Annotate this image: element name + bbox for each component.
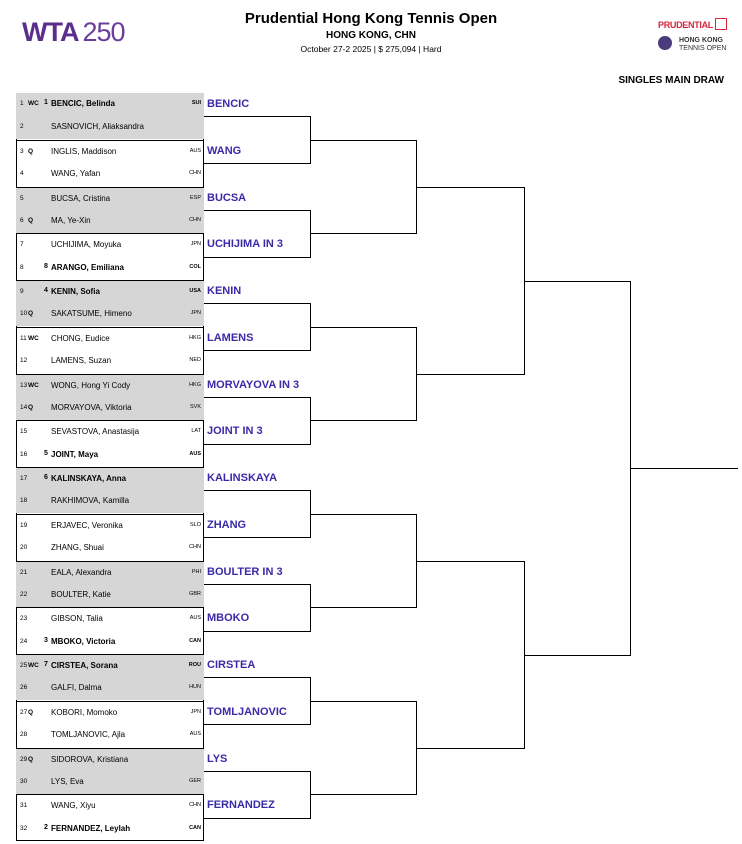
- player-seed: 4: [44, 287, 48, 294]
- r1-line: [204, 397, 310, 398]
- player-draw-number: 4: [20, 170, 24, 178]
- player-name: MORVAYOVA, Viktoria: [51, 402, 132, 412]
- r1-line: [204, 677, 310, 678]
- player-draw-number: 29: [20, 755, 28, 763]
- player-country: CAN: [189, 637, 201, 644]
- player-entry-status: WC: [28, 662, 39, 669]
- player-name: CHONG, Eudice: [51, 333, 110, 343]
- player-draw-number: 24: [20, 637, 28, 645]
- player-row: [16, 444, 204, 467]
- player-name: LAMENS, Suzan: [51, 356, 112, 366]
- player-draw-number: 8: [20, 263, 24, 271]
- player-name: GIBSON, Talia: [51, 614, 103, 624]
- r1-line: [204, 490, 310, 491]
- player-country: SUI: [191, 100, 201, 106]
- player-row: [16, 631, 204, 654]
- player-draw-number: 7: [20, 241, 24, 249]
- r1-line: [204, 584, 310, 585]
- player-draw-number: 13: [20, 381, 28, 389]
- sponsor-mark-icon: [715, 18, 727, 30]
- r1-line: [204, 163, 310, 164]
- player-seed: 2: [44, 823, 48, 831]
- player-name: WANG, Xiyu: [51, 801, 96, 811]
- sponsor-logo: [658, 18, 727, 30]
- player-row: [16, 93, 204, 116]
- player-seed: 1: [44, 99, 48, 106]
- player-row: [16, 257, 204, 280]
- player-country: JPN: [190, 310, 201, 317]
- player-row: [16, 116, 204, 139]
- player-country: PHI: [191, 568, 201, 575]
- player-country: AUS: [189, 615, 201, 622]
- player-row: [16, 303, 204, 326]
- player-country: AUS: [189, 731, 201, 738]
- player-country: AUS: [189, 450, 201, 457]
- player-row: [16, 187, 204, 210]
- tournament-meta: October 27-2 2025 | $ 275,094 | Hard: [300, 44, 442, 54]
- r1-line: [204, 257, 310, 258]
- player-country: CAN: [189, 824, 201, 831]
- player-country: CHN: [189, 544, 201, 551]
- player-name: ARANGO, Emiliana: [51, 262, 124, 272]
- player-country: CHN: [189, 170, 201, 177]
- player-entry-status: Q: [28, 403, 34, 411]
- r1-line: [204, 444, 310, 445]
- bracket-line: [524, 655, 630, 656]
- player-name: TOMLJANOVIC, Ajla: [51, 730, 126, 740]
- r1-line: [204, 818, 310, 819]
- player-row: [16, 654, 204, 677]
- tennis-ball-icon: [658, 36, 672, 50]
- player-country: SVK: [189, 403, 201, 410]
- player-row: [16, 537, 204, 560]
- player-name: KOBORI, Momoko: [51, 707, 118, 717]
- player-draw-number: 25: [20, 662, 28, 669]
- player-name: JOINT, Maya: [51, 449, 99, 459]
- player-name: UCHIJIMA, Moyuka: [51, 240, 122, 250]
- round1-winner: UCHIJIMA IN 3: [207, 238, 283, 251]
- player-entry-status: Q: [28, 216, 34, 224]
- player-draw-number: 1: [20, 100, 24, 107]
- player-draw-number: 19: [20, 521, 28, 529]
- round1-winner: LAMENS: [207, 331, 254, 344]
- player-draw-number: 30: [20, 777, 28, 785]
- player-row: [16, 724, 204, 747]
- player-country: USA: [189, 288, 201, 294]
- tournament-title: Prudential Hong Kong Tennis Open: [244, 10, 498, 27]
- player-row: [16, 794, 204, 817]
- player-name: RAKHIMOVA, Kamilla: [51, 496, 130, 506]
- player-row: [16, 818, 204, 841]
- player-entry-status: Q: [28, 310, 34, 318]
- player-row: [16, 350, 204, 373]
- player-row: [16, 397, 204, 420]
- player-draw-number: 10: [20, 310, 28, 318]
- player-draw-number: 17: [20, 475, 28, 482]
- player-draw-number: 28: [20, 731, 28, 739]
- bracket-line: [310, 607, 416, 608]
- player-name: SAKATSUME, Himeno: [51, 309, 132, 319]
- player-entry-status: WC: [28, 381, 39, 389]
- player-draw-number: 14: [20, 403, 28, 411]
- player-draw-number: 9: [20, 288, 24, 295]
- player-row: [16, 748, 204, 771]
- round1-winner: KALINSKAYA: [207, 472, 278, 484]
- player-country: COL: [189, 263, 201, 270]
- player-name: FERNANDEZ, Leylah: [51, 823, 131, 833]
- player-country: AUS: [189, 147, 201, 154]
- round1-winner: BENCIC: [207, 98, 250, 110]
- player-draw-number: 15: [20, 428, 28, 436]
- player-draw-number: 31: [20, 802, 28, 810]
- player-row: [16, 584, 204, 607]
- player-name: WONG, Hong Yi Cody: [51, 380, 131, 390]
- player-draw-number: 26: [20, 684, 28, 692]
- player-name: EALA, Alexandra: [51, 567, 112, 577]
- bracket-line: [310, 794, 416, 795]
- r1-line: [204, 771, 310, 772]
- r1-line: [204, 303, 310, 304]
- player-name: BENCIC, Belinda: [51, 99, 116, 108]
- player-draw-number: 32: [20, 824, 28, 832]
- r1-line: [204, 537, 310, 538]
- player-name: GALFI, Dalma: [51, 683, 102, 693]
- player-draw-number: 16: [20, 450, 28, 458]
- player-draw-number: 2: [20, 123, 24, 131]
- player-country: GER: [189, 777, 201, 784]
- tournament-logo-line1: HONG KONG: [679, 37, 723, 44]
- player-country: GBR: [189, 590, 201, 597]
- player-entry-status: Q: [28, 755, 34, 763]
- round1-winner: TOMLJANOVIC: [207, 705, 287, 718]
- bracket-line: [524, 281, 630, 282]
- player-row: [16, 163, 204, 186]
- round1-winner: WANG: [207, 144, 242, 157]
- sponsor-logo-text: PRUDENTIAL: [658, 20, 713, 30]
- player-row: [16, 420, 204, 443]
- player-row: [16, 210, 204, 233]
- player-row: [16, 490, 204, 513]
- round1-winner: MORVAYOVA IN 3: [207, 378, 300, 391]
- player-row: [16, 701, 204, 724]
- bracket-line: [630, 468, 738, 469]
- player-country: LAT: [191, 428, 201, 435]
- draw-label: SINGLES MAIN DRAW: [618, 75, 724, 86]
- player-country: JPN: [190, 708, 201, 715]
- player-entry-status: WC: [28, 100, 39, 107]
- player-country: HKG: [189, 334, 201, 341]
- player-name: INGLIS, Maddison: [51, 146, 117, 156]
- bracket-line: [310, 420, 416, 421]
- player-draw-number: 23: [20, 615, 28, 623]
- bracket-line: [310, 514, 416, 515]
- player-row: [16, 327, 204, 350]
- player-row: [16, 140, 204, 163]
- wta-logo-level: 250: [82, 17, 125, 47]
- player-row: [16, 233, 204, 256]
- player-draw-number: 6: [20, 216, 24, 224]
- player-name: KENIN, Sofia: [51, 287, 100, 296]
- round1-winner: BOULTER IN 3: [207, 565, 283, 578]
- player-name: WANG, Yafan: [51, 169, 101, 179]
- player-country: HUN: [189, 684, 201, 691]
- player-draw-number: 22: [20, 590, 28, 598]
- player-country: JPN: [190, 241, 201, 248]
- r1-line: [204, 210, 310, 211]
- player-country: CHN: [189, 802, 201, 809]
- player-entry-status: Q: [28, 147, 34, 155]
- player-seed: 3: [44, 636, 48, 644]
- player-name: ZHANG, Shuai: [51, 543, 104, 553]
- player-name: BUCSA, Cristina: [51, 193, 111, 203]
- player-draw-number: 12: [20, 357, 28, 365]
- player-row: [16, 607, 204, 630]
- player-name: CIRSTEA, Sorana: [51, 661, 118, 670]
- r1-line: [204, 116, 310, 117]
- player-entry-status: WC: [28, 334, 39, 342]
- player-name: SEVASTOVA, Anastasija: [51, 427, 140, 437]
- player-row: [16, 514, 204, 537]
- round1-winner: LYS: [207, 752, 228, 765]
- player-row: [16, 374, 204, 397]
- bracket-line: [310, 233, 416, 234]
- player-name: MBOKO, Victoria: [51, 636, 116, 646]
- player-name: KALINSKAYA, Anna: [51, 474, 127, 483]
- tournament-logo-line2: TENNIS OPEN: [679, 45, 727, 52]
- player-country: ROU: [188, 662, 201, 668]
- bracket-line: [310, 327, 416, 328]
- round1-winner: FERNANDEZ: [207, 799, 275, 812]
- round1-winner: BUCSA: [207, 191, 247, 204]
- player-draw-number: 21: [20, 568, 28, 576]
- player-row: [16, 467, 204, 490]
- round1-winner: JOINT IN 3: [207, 425, 263, 438]
- player-name: SIDOROVA, Kristiana: [51, 754, 129, 764]
- player-draw-number: 20: [20, 544, 28, 552]
- r1-line: [204, 631, 310, 632]
- tournament-location: HONG KONG, CHN: [326, 30, 416, 41]
- bracket-line: [416, 748, 524, 749]
- player-name: BOULTER, Katie: [51, 589, 111, 599]
- bracket-line: [310, 701, 416, 702]
- player-country: NED: [189, 357, 201, 364]
- player-draw-number: 11: [20, 334, 27, 342]
- player-name: LYS, Eva: [51, 776, 84, 786]
- bracket-line: [416, 374, 524, 375]
- player-draw-number: 27: [20, 708, 28, 716]
- player-country: SLO: [189, 521, 201, 528]
- bracket-line: [416, 561, 524, 562]
- player-row: [16, 280, 204, 303]
- round1-winner: ZHANG: [207, 518, 247, 531]
- player-draw-number: 18: [20, 497, 28, 505]
- player-seed: 6: [44, 474, 48, 481]
- player-country: ESP: [189, 194, 201, 201]
- player-name: MA, Ye-Xin: [51, 215, 91, 225]
- player-name: ERJAVEC, Veronika: [51, 520, 123, 530]
- round1-winner: MBOKO: [207, 612, 250, 625]
- player-row: [16, 677, 204, 700]
- round1-winner: CIRSTEA: [207, 659, 256, 671]
- player-seed: 8: [44, 262, 48, 270]
- bracket-line: [310, 140, 416, 141]
- player-seed: 5: [44, 449, 48, 457]
- bracket-line: [416, 187, 524, 188]
- round1-winner: KENIN: [207, 285, 242, 297]
- tournament-logo: [658, 36, 738, 54]
- player-row: [16, 771, 204, 794]
- player-country: CHN: [189, 216, 201, 223]
- player-draw-number: 3: [20, 147, 24, 155]
- player-country: HKG: [189, 381, 201, 388]
- r1-line: [204, 350, 310, 351]
- wta-logo-text: WTA: [22, 17, 79, 47]
- r1-line: [204, 724, 310, 725]
- player-row: [16, 561, 204, 584]
- player-draw-number: 5: [20, 194, 24, 202]
- player-seed: 7: [44, 661, 48, 668]
- player-entry-status: Q: [28, 708, 34, 716]
- player-name: SASNOVICH, Aliaksandra: [51, 122, 144, 132]
